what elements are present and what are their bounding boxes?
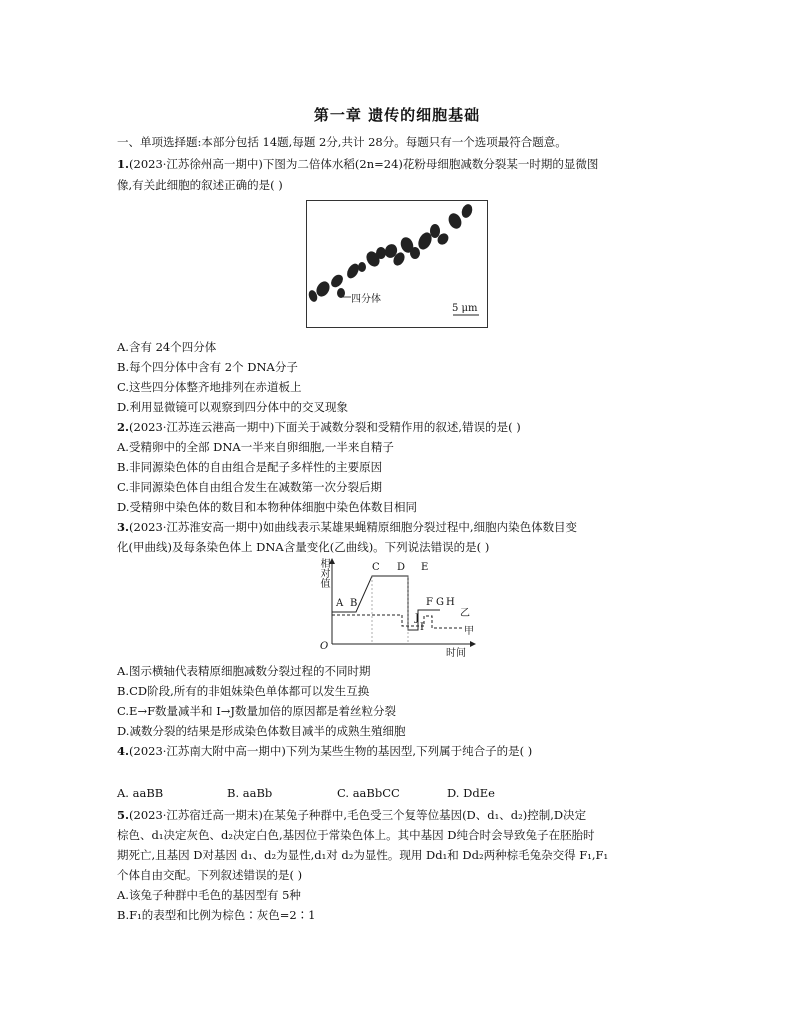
- question-4-option-d: D. DdEe: [447, 786, 495, 800]
- point-i-label: I: [420, 622, 424, 633]
- question-2-option-a: A.受精卵中的全部 DNA一半来自卵细胞,一半来自精子: [117, 440, 394, 454]
- point-b-label: B: [350, 598, 358, 609]
- question-2-text: (2023·江苏连云港高一期中)下面关于减数分裂和受精作用的叙述,错误的是( ): [129, 420, 521, 434]
- question-3-option-a: A.图示横轴代表精原细胞减数分裂过程的不同时期: [117, 664, 371, 678]
- question-4-option-c: C. aaBbCC: [337, 786, 400, 800]
- question-3-line-1: [117, 517, 687, 537]
- question-4-option-a: A. aaBB: [117, 786, 164, 800]
- question-4-number: 4.: [117, 744, 130, 758]
- question-3-option-b: B.CD阶段,所有的非姐妹染色单体都可以发生互换: [117, 684, 370, 698]
- x-axis-label: 时间: [446, 648, 466, 659]
- question-5-text: (2023·江苏宿迁高一期末)在某兔子种群中,毛色受三个复等位基因(D、d₁、d₂)控制,D决定: [129, 808, 587, 822]
- point-c-label: C: [372, 562, 380, 573]
- point-j-label: J: [415, 613, 420, 624]
- question-1-line-1: [117, 154, 687, 174]
- micrograph-figure: [306, 200, 488, 328]
- question-1-text: (2023·江苏徐州高一期中)下图为二倍体水稻(2n=24)花粉母细胞减数分裂某一时期的显微图: [129, 157, 599, 171]
- question-5-line-3: 期死亡,且基因 D对基因 d₁、d₂为显性,d₁对 d₂为显性。现用 Dd₁和 Dd₂两种棕毛兔杂交得 F₁,F₁: [117, 848, 609, 862]
- point-d-label: D: [397, 562, 406, 573]
- question-5-line-1: [117, 805, 687, 825]
- scale-bar-label: 5 μm: [452, 303, 478, 314]
- question-1-option-a: A.含有 24个四分体: [117, 340, 217, 354]
- chapter-title: 第一章 遗传的细胞基础: [313, 106, 481, 124]
- question-5-line-2: 棕色、d₁决定灰色、d₂决定白色,基因位于常染色体上。其中基因 D纯合时会导致兔子在胚胎时: [117, 828, 595, 842]
- question-1-number: 1.: [117, 157, 130, 171]
- question-5-line-4: 个体自由交配。下列叙述错误的是( ): [117, 868, 303, 882]
- curve-yi-label: 乙: [460, 608, 470, 619]
- question-2-option-b: B.非同源染色体的自由组合是配子多样性的主要原因: [117, 460, 383, 474]
- question-5-option-a: A.该兔子种群中毛色的基因型有 5种: [117, 888, 301, 902]
- question-2-line-1: [117, 417, 687, 437]
- question-4-text: (2023·江苏南大附中高一期中)下列为某些生物的基因型,下列属于纯合子的是( ): [129, 744, 533, 758]
- point-a-label: A: [336, 598, 344, 609]
- curve-jia-label: 甲: [464, 626, 474, 637]
- question-3-text: (2023·江苏淮安高一期中)如曲线表示某雄果蝇精原细胞分裂过程中,细胞内染色体数目变: [129, 520, 578, 534]
- question-3-number: 3.: [117, 520, 130, 534]
- chromosome-dna-graph: [318, 558, 478, 660]
- point-h-label: H: [446, 597, 455, 608]
- point-e-label: E: [421, 562, 429, 573]
- point-f-label: F: [426, 597, 433, 608]
- question-5-option-b: B.F₁的表型和比例为棕色∶灰色=2∶1: [117, 908, 316, 922]
- question-4-option-b: B. aaBb: [227, 786, 273, 800]
- question-2-option-d: D.受精卵中染色体的数目和本物种体细胞中染色体数目相同: [117, 500, 417, 514]
- question-1-option-c: C.这些四分体整齐地排列在赤道板上: [117, 380, 302, 394]
- question-2-number: 2.: [117, 420, 130, 434]
- question-2-option-c: C.非同源染色体自由组合发生在减数第一次分裂后期: [117, 480, 383, 494]
- question-4-line-1: [117, 741, 687, 761]
- question-3-line-2: 化(甲曲线)及每条染色体上 DNA含量变化(乙曲线)。下列说法错误的是( ): [117, 540, 490, 554]
- question-1-line-2: 像,有关此细胞的叙述正确的是( ): [117, 178, 283, 192]
- point-g-label: G: [436, 597, 444, 608]
- origin-label: O: [320, 641, 329, 652]
- question-1-option-b: B.每个四分体中含有 2个 DNA分子: [117, 360, 298, 374]
- question-1-option-d: D.利用显微镜可以观察到四分体中的交叉现象: [117, 400, 348, 414]
- curve-jia-line: [332, 615, 464, 628]
- question-5-number: 5.: [117, 808, 130, 822]
- y-axis-label: 相对值: [318, 558, 329, 588]
- question-4-options: [117, 783, 687, 803]
- question-3-option-d: D.减数分裂的结果是形成染色体数目减半的成熟生殖细胞: [117, 724, 406, 738]
- question-3-option-c: C.E→F数量减半和 I→J数量加倍的原因都是着丝粒分裂: [117, 704, 396, 718]
- tetrad-label: 四分体: [351, 294, 381, 305]
- section-heading: 一、单项选择题:本部分包括 14题,每题 2分,共计 28分。每题只有一个选项最符合题意。: [117, 135, 567, 149]
